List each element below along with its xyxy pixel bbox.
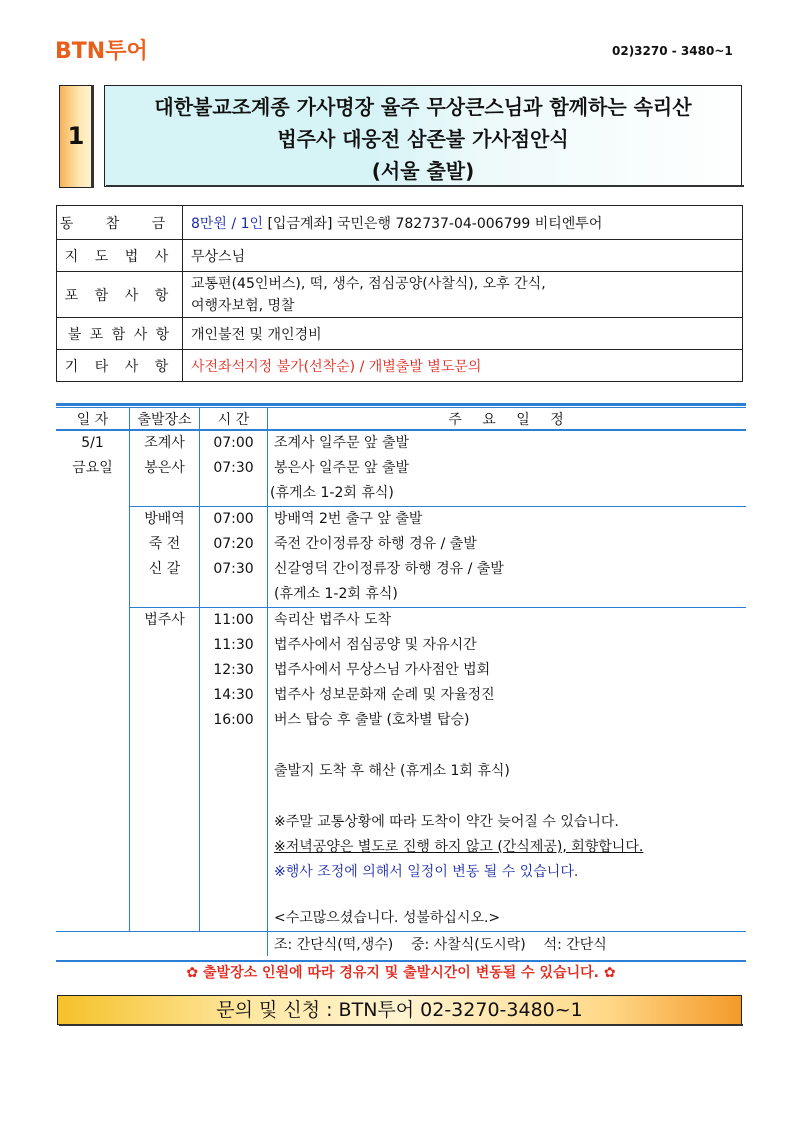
contact-shadow (59, 1024, 743, 1026)
place-cell (130, 430, 200, 507)
fee-amount: 8만원 / 1인 (191, 215, 264, 232)
time: 12:30 (213, 662, 254, 678)
departure-change-notice: ✿ 출발장소 인원에 따라 경유지 및 출발시간이 변동될 수 있습니다. ✿ (186, 965, 616, 981)
info-value (183, 206, 743, 240)
info-value (183, 272, 743, 318)
time: 11:30 (213, 637, 254, 653)
place: 신 갈 (148, 561, 181, 577)
empty-cell (56, 507, 130, 608)
plan: (휴게소 1-2회 휴식) (270, 485, 394, 501)
plan-cell (268, 430, 747, 507)
plan: 법주사에서 무상스님 가사점안 법회 (274, 662, 491, 678)
included-line-1: 교통편(45인버스), 떡, 생수, 점심공양(사찰식), 오후 간식, (191, 275, 546, 292)
schedule-group-3 (56, 608, 746, 932)
info-label: 동 참 금 (57, 206, 183, 240)
time: 07:00 (213, 511, 254, 527)
empty-cell (130, 932, 200, 957)
info-label: 기 타 사 항 (57, 350, 183, 382)
info-value: 개인불전 및 개인경비 (183, 318, 743, 350)
plan: 죽전 간이정류장 하행 경유 / 출발 (274, 536, 477, 552)
bank-account: [입금계좌] 국민은행 782737-04-006799 비티엔투어 (263, 215, 603, 232)
schedule-group-2 (56, 507, 746, 608)
time: 07:30 (213, 460, 254, 476)
plan: 속리산 법주사 도착 (274, 612, 392, 628)
empty-cell (200, 932, 268, 957)
schedule-header-row (56, 408, 746, 430)
time: 14:30 (213, 687, 254, 703)
company-logo: BTN투어 (55, 39, 148, 64)
closing-note: <수고많으셨습니다. 성불하십시오.> (274, 910, 501, 926)
info-value: 무상스님 (183, 240, 743, 272)
title-line-1: 대한불교조계종 가사명장 율주 무상큰스님과 함께하는 속리산 (154, 95, 692, 119)
info-row (57, 206, 743, 240)
title-line-3: (서울 출발) (371, 159, 475, 183)
plan: 법주사에서 점심공양 및 자유시간 (274, 637, 477, 653)
header-place: 출발장소 (130, 408, 200, 430)
spacer (274, 784, 746, 810)
title-box (104, 85, 742, 187)
item-number: 1 (67, 122, 85, 150)
place-cell (130, 608, 200, 932)
title-shadow (106, 185, 744, 187)
contact-banner: 문의 및 신청 : BTN투어 02-3270-3480~1 (57, 995, 742, 1025)
meals-info: 조: 간단식(떡,생수) 중: 사찰식(도시락) 석: 간단식 (268, 932, 747, 957)
empty-cell (56, 932, 130, 957)
time: 07:30 (213, 561, 254, 577)
schedule-top-rule (56, 403, 746, 406)
item-number-badge (59, 85, 93, 188)
header-date: 일 자 (56, 408, 130, 430)
spacer (274, 885, 746, 906)
schedule-table (56, 408, 746, 956)
place: 죽 전 (148, 536, 181, 552)
plan: 법주사 성보문화재 순례 및 자율정진 (274, 687, 495, 703)
plan: 봉은사 일주문 앞 출발 (274, 460, 410, 476)
time: 16:00 (213, 712, 254, 728)
title-line-2: 법주사 대웅전 삼존불 가사점안식 (277, 127, 569, 151)
plan: 버스 탑승 후 출발 (호차별 탑승) (274, 712, 470, 728)
place: 방배역 (144, 511, 185, 527)
time-cell (200, 507, 268, 608)
dinner-note: ※저녁공양은 별도로 진행 하지 않고 (간식제공), 회향합니다. (274, 839, 644, 855)
badge-shadow (91, 85, 94, 188)
info-label: 불 포 함 사 항 (57, 318, 183, 350)
empty-cell (56, 608, 130, 932)
schedule-group-1 (56, 430, 746, 507)
day-date: 5/1 (81, 435, 104, 451)
header-plan: 주 요 일 정 (268, 408, 747, 430)
info-value: 사전좌석지정 불가(선착순) / 개별출발 별도문의 (183, 350, 743, 382)
info-row (57, 318, 743, 350)
info-table (56, 205, 743, 382)
header-time: 시 간 (200, 408, 268, 430)
time-cell (200, 430, 268, 507)
place: 조계사 (144, 435, 185, 451)
meals-row (56, 932, 746, 957)
info-row (57, 272, 743, 318)
plan-cell (268, 608, 747, 932)
spacer (274, 733, 746, 759)
plan-cell (268, 507, 747, 608)
place-cell (130, 507, 200, 608)
time: 07:00 (213, 435, 254, 451)
info-label: 지 도 법 사 (57, 240, 183, 272)
header-phone: 02)3270 - 3480~1 (612, 44, 733, 58)
plan: 조계사 일주문 앞 출발 (274, 435, 410, 451)
plan: 신갈영덕 간이정류장 하행 경유 / 출발 (274, 561, 504, 577)
info-row (57, 240, 743, 272)
day-weekday: 금요일 (72, 460, 113, 476)
included-line-2: 여행자보험, 명찰 (191, 297, 295, 314)
change-note: ※행사 조정에 의해서 일정이 변동 될 수 있습니다. (274, 864, 579, 880)
return-note: 출발지 도착 후 해산 (휴게소 1회 휴식) (274, 763, 510, 779)
plan: 방배역 2번 출구 앞 출발 (274, 511, 423, 527)
plan: (휴게소 1-2회 휴식) (274, 586, 398, 602)
time: 07:20 (213, 536, 254, 552)
info-row (57, 350, 743, 382)
traffic-note: ※주말 교통상황에 따라 도착이 약간 늦어질 수 있습니다. (274, 814, 619, 830)
day-cell (56, 430, 130, 507)
place: 봉은사 (144, 460, 185, 476)
place: 법주사 (144, 612, 185, 628)
info-label: 포 함 사 항 (57, 272, 183, 318)
time-cell (200, 608, 268, 932)
time: 11:00 (213, 612, 254, 628)
